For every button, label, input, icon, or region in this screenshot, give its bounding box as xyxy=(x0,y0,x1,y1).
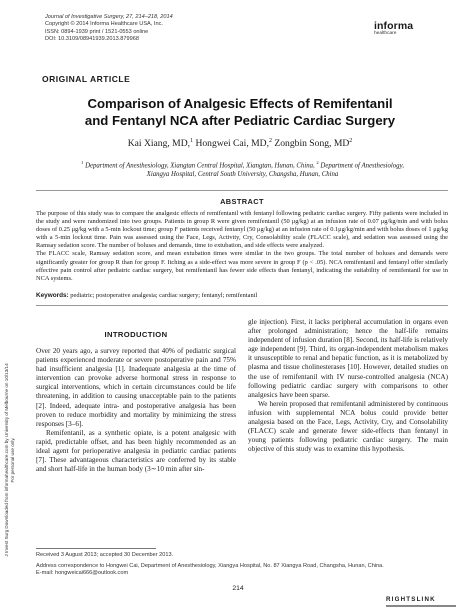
title-line2: and Fentanyl NCA after Pediatric Cardiac Surgery xyxy=(84,112,396,128)
author-2: Hongwei Cai, MD, xyxy=(193,138,269,150)
page-number: 214 xyxy=(232,585,244,592)
introduction-body xyxy=(36,347,236,474)
affiliation-1: Department of Anesthesiology, Xiangtan Central Hospital, Xiangtan, Hunan, China, xyxy=(83,162,317,170)
side-note-line1: J Invest Surg Downloaded from informahealthcare.com by University of Melbourne on 10/13/14 xyxy=(4,363,9,557)
author-list xyxy=(40,135,440,150)
author-1-affil: 1 xyxy=(190,138,194,144)
author-3-affil: 2 xyxy=(349,138,353,144)
abstract-bottom-rule xyxy=(36,305,448,306)
rightslink-logo[interactable]: RIGHTSLINK xyxy=(386,596,436,603)
journal-issn: ISSN: 0894-1939 print / 1521-0553 online xyxy=(45,28,149,35)
footnotes xyxy=(36,552,448,578)
keywords-label: Keywords: xyxy=(36,292,69,299)
left-column xyxy=(36,318,236,474)
side-note-text xyxy=(4,363,16,556)
abstract-paragraph-1: The purpose of this study was to compare the analgesic effects of remifentanil with fentanyl following pediatric cardiac surgery. Fifty patients were included in the study and were randomized into two groups. Patients in group R were given remifentanil (50 μg/kg) at an infusion rate of 0.07 μg/kg/min and with bolus doses of 0.25 μg/kg with a 5-min lockout time; group F patients received fentanyl (50 μg/kg) at an infusion rate of 0.1μg/kg/min and with bolus doses of 1 μg/kg with a 5-min lockout time. Pain was assessed using the Face, Legs, Activity, Cry, Consolability scale (FLACC scale), and sedation was assessed using the Ramsay sedation score. The number of boluses and demands, time to extubation, and side effects were analyzed. xyxy=(36,210,448,250)
side-download-note xyxy=(2,150,18,557)
right-column xyxy=(248,318,448,454)
correspondence-address: Address correspondence to Hongwei Cai, Department of Anesthesiology, Xiangya Hospital, No. 87 Xiangya Road, Changsha, Hunan, China. xyxy=(36,563,384,570)
abstract-body xyxy=(36,210,448,283)
introduction-heading: INTRODUCTION xyxy=(104,330,168,339)
keywords-text: pediatric; postoperative analgesia; cardiac surgery; fentanyl; remifentanil xyxy=(70,292,258,299)
journal-copyright: Copyright © 2014 Informa Healthcare USA, Inc. xyxy=(45,21,163,28)
author-2-affil: 2 xyxy=(269,138,272,144)
title-line1: Comparison of Analgesic Effects of Remifentanil xyxy=(87,96,393,111)
rightslink-underline xyxy=(386,605,456,607)
side-note-line2: For personal use only. xyxy=(10,437,15,483)
article-type: ORIGINAL ARTICLE xyxy=(42,74,131,84)
affil-marker-2: 2 xyxy=(316,160,319,165)
intro-paragraph-2: Remifentanil, as a synthetic opiate, is a potent analgesic with rapid, predictable offset, and has been highly recommended as an ideal agent for perioperative analgesia in pediatric cardiac patients [7]. These advantageous characteristics are conferred by its stable and short half-life in the human body (3∼10 min after sin- xyxy=(36,428,236,474)
affiliations xyxy=(45,158,440,180)
intro-paragraph-1: Over 20 years ago, a survey reported that 40% of pediatric surgical patients experienced moderate or severe postoperative pain and 75% had insufficient analgesia [1]. Inadequate analgesia at the time of intervention can provoke adverse hormonal stress in response to surgical interventions, which in certain circumstances could be life threatening, in addition to causing unacceptable pain to the patients [2]. Indeed, adequate intra- and postoperative analgesia has been proven to reduce morbidity and mortality by minimizing the stress responses [3–6]. xyxy=(36,347,236,428)
logo-sub-text: healthcare xyxy=(374,31,397,36)
journal-meta xyxy=(45,14,305,44)
correspondence-email: E-mail: hongweicai666@outlook.com xyxy=(36,570,129,577)
right-paragraph-1: gle injection). First, it lacks peripheral accumulation in organs even after prolonged administration; hence the half-life remains independent of infusion duration [8]. Second, its half-life is relatively age independent [9]. Third, its organ-independent metabolism makes it unsusceptible to renal and hepatic function, as it is metabolized by plasma and tissue cholinesterases [10]. However, detailed studies on the use of remifentanil with IV nurse-controlled analgesia (NCA) following pediatric cardiac surgery with comparisons to other analgesics have been sparse. xyxy=(248,318,448,399)
abstract-top-rule xyxy=(36,190,448,191)
logo-main-text: informa xyxy=(374,20,414,32)
received-dates: Received 3 August 2013; accepted 30 December 2013. xyxy=(36,552,174,558)
author-1: Kai Xiang, MD, xyxy=(127,138,191,150)
abstract-heading: ABSTRACT xyxy=(220,197,264,206)
journal-name: Journal of Investigative Surgery, 27, 214–218, 2014 xyxy=(45,14,173,20)
right-paragraph-2: We herein proposed that remifentanil administered by continuous infusion with supplemental NCA bolus could provide better analgesia based on the Face, Legs, Activity, Cry, and Consolability (FLACC) scale and generate fewer side-effects than fentanyl in young patients following pediatric cardiac surgery. The main objective of this study was to examine this hypothesis. xyxy=(248,399,448,454)
right-column-body xyxy=(248,318,448,454)
informa-logo xyxy=(374,20,444,42)
affiliation-line2: Xiangya Hospital, Central South University, Changsha, Hunan, China xyxy=(146,171,339,179)
affiliation-2-start: Department of Anesthesiology, xyxy=(318,162,404,170)
abstract-paragraph-2: The FLACC scale, Ramsay sedation score, and mean extubation times were similar in the two groups. The total number of boluses and demands were significantly greater for group R than for group F. Itching as a side-effect was more severe in group F (p < .05). NCA remifentanil and fentanyl offer similarly effective pain control after pediatric cardiac surgery, but remifentanil has fewer side effects than fentanyl, indicating the suitability of remifentanil for use in NCA systems. xyxy=(36,250,448,282)
footnote-rule xyxy=(36,548,156,549)
affiliation-line1 xyxy=(45,158,440,170)
affil-marker-1: 1 xyxy=(81,160,84,165)
keywords xyxy=(36,292,448,300)
journal-doi: DOI: 10.3109/08941939.2013.879968 xyxy=(45,36,139,43)
article-title xyxy=(40,96,440,129)
author-3: Zongbin Song, MD xyxy=(272,138,350,150)
